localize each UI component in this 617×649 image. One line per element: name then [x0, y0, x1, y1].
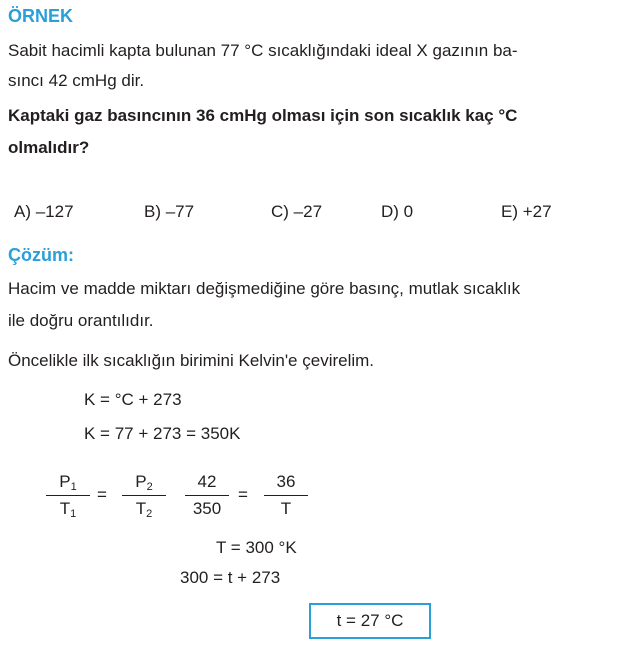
fraction-p2-numerator: P — [135, 472, 147, 491]
question-bold-line-1: Kaptaki gaz basıncının 36 cmHg olması için son sıcaklık kaç °C — [8, 106, 518, 125]
result-equation: 300 = t + 273 — [180, 568, 281, 587]
result-temperature-kelvin: T = 300 °K — [216, 538, 297, 557]
fraction-42-numerator: 42 — [197, 472, 217, 491]
solution-para1-line-1: Hacim ve madde miktarı değişmediğine göre basınç, mutlak sıcaklık — [8, 279, 521, 298]
fraction-bar — [185, 495, 229, 496]
question-bold-line-2: olmalıdır? — [8, 138, 90, 157]
fraction-t2-denominator: T — [135, 499, 147, 518]
example-heading: ÖRNEK — [8, 6, 74, 26]
option-c: C) –27 — [271, 202, 323, 221]
fraction-bar — [264, 495, 308, 496]
solution-para1-line-2: ile doğru orantılıdır. — [8, 311, 154, 330]
answer-box — [309, 603, 431, 639]
equals-sign-2: = — [238, 485, 248, 504]
equals-sign-1: = — [97, 485, 107, 504]
option-b: B) –77 — [144, 202, 195, 221]
formula-kelvin: K = °C + 273 — [84, 390, 182, 409]
question-line-2: sıncı 42 cmHg dir. — [8, 71, 145, 90]
fraction-t2-sub: 2 — [146, 508, 153, 520]
fraction-350-denominator: 350 — [192, 499, 222, 518]
option-d: D) 0 — [381, 202, 414, 221]
fraction-42-350 — [185, 471, 229, 520]
fraction-36-numerator: 36 — [276, 472, 296, 491]
solution-para2: Öncelikle ilk sıcaklığın birimini Kelvin'e çevirelim. — [8, 351, 375, 370]
fraction-p2-sub: 2 — [146, 481, 153, 493]
option-e: E) +27 — [501, 202, 552, 221]
fraction-p1-numerator: P — [59, 472, 71, 491]
answer-text: t = 27 °C — [336, 611, 404, 630]
fraction-p1-sub: 1 — [70, 481, 77, 493]
solution-heading: Çözüm: — [8, 245, 74, 265]
formula-kelvin-calc: K = 77 + 273 = 350K — [84, 424, 241, 443]
fraction-p1-t1 — [46, 471, 90, 520]
fraction-p2-t2 — [122, 471, 166, 520]
fraction-36-t — [264, 471, 308, 520]
fraction-bar — [46, 495, 90, 496]
fraction-t-denominator: T — [280, 499, 292, 518]
fraction-bar — [122, 495, 166, 496]
question-line-1: Sabit hacimli kapta bulunan 77 °C sıcaklığındaki ideal X gazının ba- — [8, 41, 518, 60]
fraction-t1-sub: 1 — [70, 508, 77, 520]
option-a: A) –127 — [14, 202, 74, 221]
fraction-t1-denominator: T — [59, 499, 71, 518]
